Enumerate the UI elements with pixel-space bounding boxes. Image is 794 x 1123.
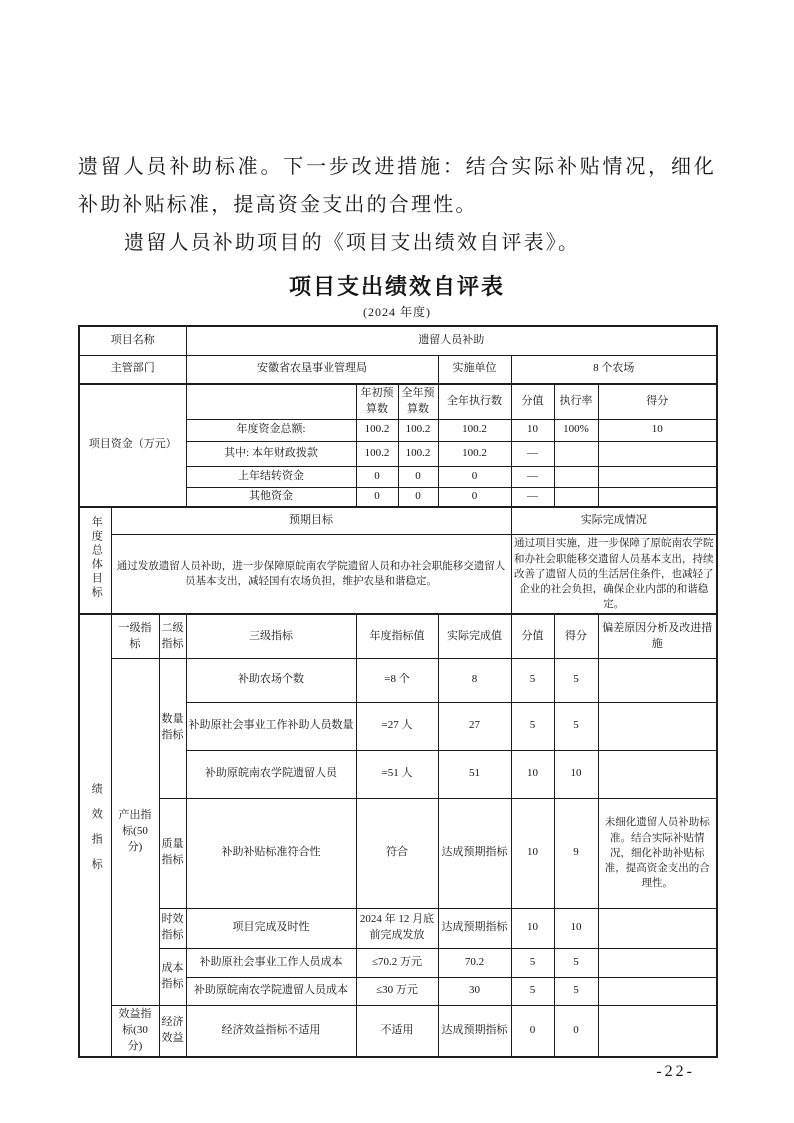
funding-carryover-initial: 0	[356, 466, 398, 487]
funding-other-annual: 0	[398, 487, 438, 506]
funding-header-score: 分值	[511, 384, 554, 419]
ind-economic-points: 0	[554, 1005, 598, 1056]
ind-college-staff-actual: 51	[438, 750, 511, 798]
table-subtitle: (2024 年度)	[363, 305, 431, 319]
table-row	[79, 658, 717, 702]
ind-social-staff-target: =27 人	[356, 702, 438, 750]
ind-farms-score: 5	[511, 658, 554, 702]
funding-fiscal-annual: 100.2	[398, 441, 438, 466]
funding-other-label: 其他资金	[186, 487, 356, 506]
level2-quantity-indicator: 数量指标	[159, 658, 186, 798]
ind-economic-target: 不适用	[356, 1005, 438, 1056]
table-row	[79, 1005, 717, 1056]
ind-social-staff-deviation	[598, 702, 717, 750]
ind-cost-college-points: 5	[554, 977, 598, 1005]
funding-fiscal-points	[598, 441, 717, 466]
ind-cost-social-score: 5	[511, 948, 554, 977]
funding-fiscal-label: 其中: 本年财政拨款	[186, 441, 356, 466]
ind-economic-name: 经济效益指标不适用	[186, 1005, 356, 1056]
ind-social-staff-actual: 27	[438, 702, 511, 750]
table-row	[79, 384, 717, 419]
ind-farms-actual: 8	[438, 658, 511, 702]
impl-unit-label: 实施单位	[438, 355, 511, 384]
ind-cost-social-points: 5	[554, 948, 598, 977]
funding-header-annual-budget: 全年预算数	[398, 384, 438, 419]
ind-standard-name: 补助补贴标准符合性	[186, 798, 356, 908]
ind-college-staff-target: =51 人	[356, 750, 438, 798]
funding-fiscal-executed: 100.2	[438, 441, 511, 466]
page-number: -22-	[656, 1062, 695, 1080]
ind-college-staff-name: 补助原皖南农学院遗留人员	[186, 750, 356, 798]
funding-header-executed: 全年执行数	[438, 384, 511, 419]
project-name-label: 项目名称	[79, 326, 186, 355]
ind-header-target: 年度指标值	[356, 614, 438, 658]
ind-standard-deviation: 未细化遗留人员补助标准。结合实际补贴情况，细化补助补贴标准，提高资金支出的合理性。	[598, 798, 717, 908]
ind-cost-college-actual: 30	[438, 977, 511, 1005]
ind-header-deviation: 偏差原因分析及改进措施	[598, 614, 717, 658]
table-row	[79, 908, 717, 948]
table-row	[79, 798, 717, 908]
annual-goal-vertical-text: 年度总体目标	[90, 515, 103, 600]
funding-other-executed: 0	[438, 487, 511, 506]
goal-expected-header: 预期目标	[111, 507, 511, 535]
funding-other-points	[598, 487, 717, 506]
funding-fiscal-rate	[554, 441, 598, 466]
funding-empty-cell	[186, 384, 356, 419]
ind-cost-college-deviation	[598, 977, 717, 1005]
funding-total-executed: 100.2	[438, 419, 511, 441]
level1-output-indicator: 产出指标(50 分)	[111, 658, 159, 1005]
ind-social-staff-score: 5	[511, 702, 554, 750]
level1-benefit-indicator: 效益指标(30 分)	[111, 1005, 159, 1056]
ind-timeliness-score: 10	[511, 908, 554, 948]
funding-carryover-executed: 0	[438, 466, 511, 487]
funding-total-rate: 100%	[554, 419, 598, 441]
table-row	[79, 535, 717, 615]
ind-header-level1: 一级指标	[111, 614, 159, 658]
level2-economic-benefit: 经济效益	[159, 1005, 186, 1056]
ind-standard-actual: 达成预期指标	[438, 798, 511, 908]
funding-carryover-rate	[554, 466, 598, 487]
ind-social-staff-name: 补助原社会事业工作补助人员数量	[186, 702, 356, 750]
level2-quality-indicator: 质量指标	[159, 798, 186, 908]
ind-college-staff-score: 10	[511, 750, 554, 798]
table-row	[79, 326, 717, 355]
table-row	[79, 507, 717, 535]
ind-economic-score: 0	[511, 1005, 554, 1056]
ind-cost-social-target: ≤70.2 万元	[356, 948, 438, 977]
funding-total-annual: 100.2	[398, 419, 438, 441]
ind-cost-college-score: 5	[511, 977, 554, 1005]
ind-farms-target: =8 个	[356, 658, 438, 702]
funding-fiscal-initial: 100.2	[356, 441, 398, 466]
funding-other-initial: 0	[356, 487, 398, 506]
ind-timeliness-points: 10	[554, 908, 598, 948]
funding-total-points: 10	[598, 419, 717, 441]
self-evaluation-table	[78, 325, 718, 1058]
ind-header-actual: 实际完成值	[438, 614, 511, 658]
ind-standard-score: 10	[511, 798, 554, 908]
funding-total-initial: 100.2	[356, 419, 398, 441]
ind-standard-points: 9	[554, 798, 598, 908]
ind-cost-college-name: 补助原皖南农学院遗留人员成本	[186, 977, 356, 1005]
table-row	[79, 355, 717, 384]
funding-header-initial-budget: 年初预算数	[356, 384, 398, 419]
ind-cost-college-target: ≤30 万元	[356, 977, 438, 1005]
ind-farms-deviation	[598, 658, 717, 702]
ind-economic-actual: 达成预期指标	[438, 1005, 511, 1056]
body-paragraph-2: 遗留人员补助项目的《项目支出绩效自评表》。	[124, 232, 581, 254]
ind-farms-points: 5	[554, 658, 598, 702]
annual-goal-row-label	[79, 507, 111, 615]
dept-label: 主管部门	[79, 355, 186, 384]
ind-header-score: 分值	[511, 614, 554, 658]
dept-value: 安徽省农垦事业管理局	[186, 355, 438, 384]
goal-actual-header: 实际完成情况	[511, 507, 717, 535]
funding-header-points: 得分	[598, 384, 717, 419]
funding-header-exec-rate: 执行率	[554, 384, 598, 419]
project-name-value: 遗留人员补助	[186, 326, 717, 355]
table-row	[79, 948, 717, 977]
ind-timeliness-target: 2024 年 12 月底前完成发放	[356, 908, 438, 948]
impl-unit-value: 8 个农场	[511, 355, 717, 384]
funding-total-score: 10	[511, 419, 554, 441]
ind-college-staff-points: 10	[554, 750, 598, 798]
level2-cost-indicator: 成本指标	[159, 948, 186, 1005]
performance-indicator-row-label	[79, 614, 111, 1056]
ind-college-staff-deviation	[598, 750, 717, 798]
ind-cost-social-deviation	[598, 948, 717, 977]
funding-carryover-points	[598, 466, 717, 487]
table-title: 项目支出绩效自评表	[288, 274, 505, 299]
ind-header-points: 得分	[554, 614, 598, 658]
ind-cost-social-name: 补助原社会事业工作人员成本	[186, 948, 356, 977]
ind-timeliness-deviation	[598, 908, 717, 948]
funding-carryover-label: 上年结转资金	[186, 466, 356, 487]
funding-carryover-score: —	[511, 466, 554, 487]
funding-other-score: —	[511, 487, 554, 506]
ind-farms-name: 补助农场个数	[186, 658, 356, 702]
ind-header-level2: 二级指标	[159, 614, 186, 658]
funding-row-label: 项目资金（万元）	[79, 384, 186, 507]
ind-header-level3: 三级指标	[186, 614, 356, 658]
body-paragraph-1: 遗留人员补助标准。下一步改进措施：结合实际补贴情况，细化补助补贴标准，提高资金支出的合理性。	[78, 156, 716, 216]
ind-cost-social-actual: 70.2	[438, 948, 511, 977]
ind-timeliness-name: 项目完成及时性	[186, 908, 356, 948]
goal-actual-text: 通过项目实施，进一步保障了原皖南农学院和办社会职能移交遗留人员基本支出，持续改善了遗留人员的生活居住条件，也减轻了企业的社会负担，确保企业内部的和谐稳定。	[511, 535, 717, 615]
table-row	[79, 614, 717, 658]
funding-other-rate	[554, 487, 598, 506]
ind-standard-target: 符合	[356, 798, 438, 908]
ind-social-staff-points: 5	[554, 702, 598, 750]
ind-economic-deviation	[598, 1005, 717, 1056]
level2-timeliness-indicator: 时效指标	[159, 908, 186, 948]
funding-fiscal-score: —	[511, 441, 554, 466]
performance-indicator-vertical-text: 绩效指标	[90, 782, 103, 883]
goal-expected-text: 通过发放遗留人员补助，进一步保障原皖南农学院遗留人员和办社会职能移交遗留人员基本支出，减轻国有农场负担，维护农垦和谐稳定。	[111, 535, 511, 615]
funding-carryover-annual: 0	[398, 466, 438, 487]
funding-total-label: 年度资金总额:	[186, 419, 356, 441]
ind-timeliness-actual: 达成预期指标	[438, 908, 511, 948]
